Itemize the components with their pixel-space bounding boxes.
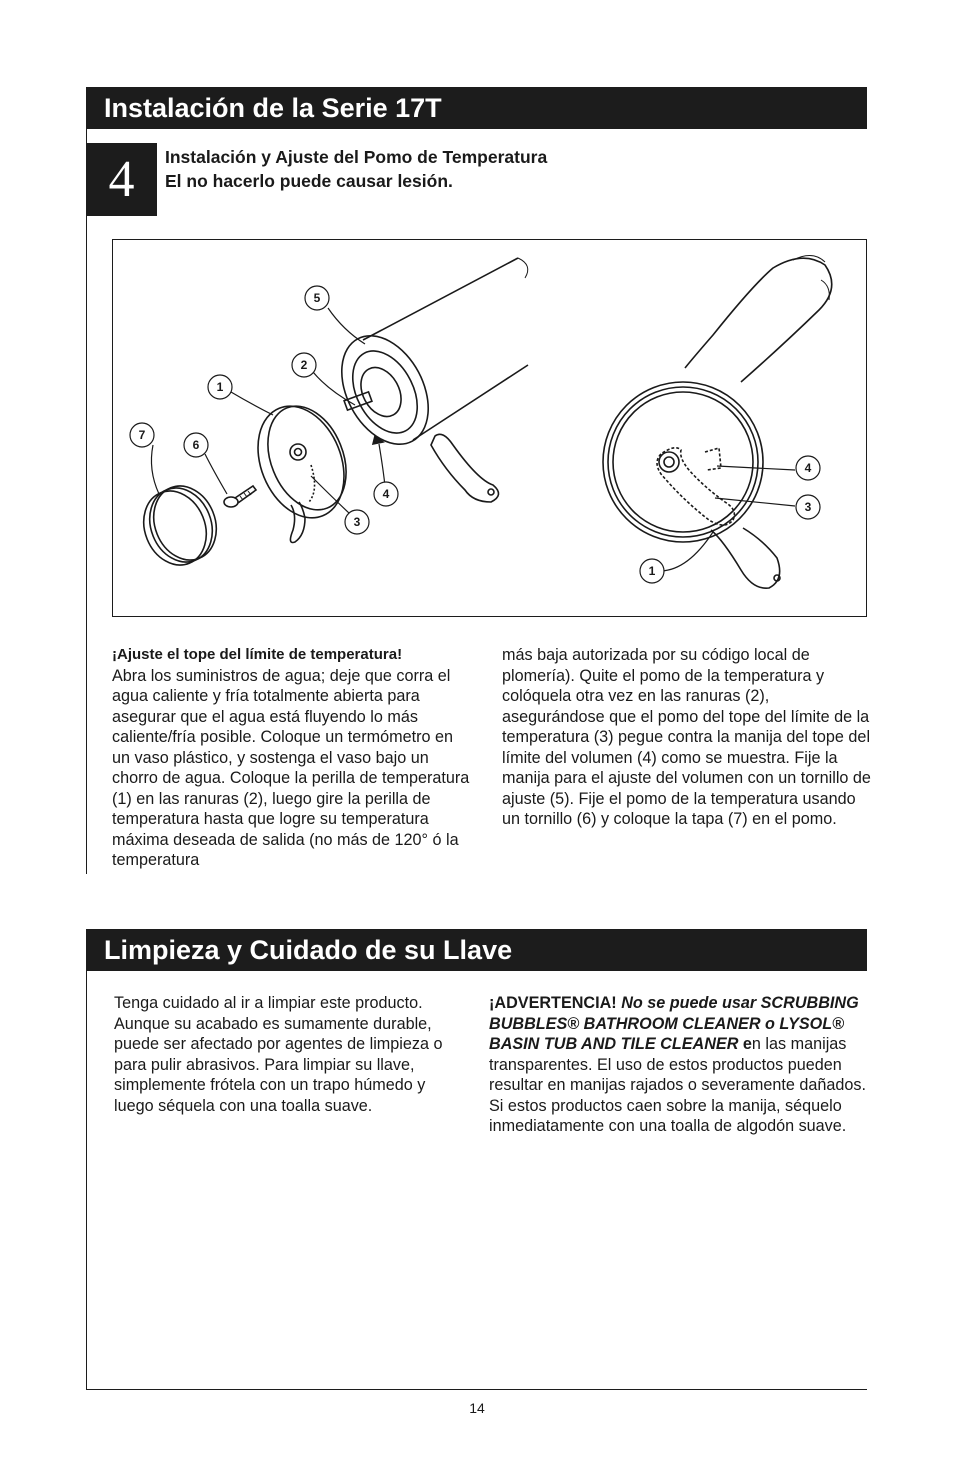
- leader-lines: [151, 308, 795, 571]
- callout-3-label: 3: [353, 515, 361, 529]
- callout-4: [374, 482, 398, 506]
- callout-6: [184, 433, 208, 457]
- instructions-right-text: más baja autorizada por su código local de plomería). Quite el pomo de la temperatura y colóquela otra vez en las ranuras (2), asegurándose que el pomo del tope del límite de la temperatura (3) pegue contra la manija del tope del límite del volumen (4) como se muestra. Fije la manija para el ajuste del volumen con un tornillo de ajuste (5). Fije el pomo de la temperatura usando un tornillo (6) y coloque la tapa (7) en el pomo.: [502, 646, 871, 828]
- warning-products: No se puede usar SCRUBBING BUBBLES® BATHROOM CLEANER o LYSOL® BASIN TUB AND TILE CLEANER: [489, 994, 859, 1053]
- callout-3: [345, 510, 369, 534]
- instructions-left-text: Abra los suministros de agua; deje que corra el agua caliente y fría totalmente abierta para asegurar que el agua está fluyendo lo más caliente/fría posible. Coloque un termómetro en un vaso plástico, y sostenga el vaso bajo un chorro de agua. Coloque la perilla de temperatura (1) en las ranuras (2), luego gire la perilla de temperatura hasta que logre su temperatura máxima deseada de salida (no más de 120° ó la temperatura: [112, 666, 470, 869]
- page-number: 14: [469, 1400, 485, 1416]
- callout-1: [208, 375, 232, 399]
- instructions-right-column: [502, 645, 872, 830]
- valve-body: [324, 258, 528, 459]
- callout-7-label: 7: [138, 428, 146, 442]
- callout-2: [292, 353, 316, 377]
- callout-right-1: [640, 559, 664, 583]
- cleaning-warning: [489, 993, 869, 1137]
- section-header-installation: Instalación de la Serie 17T: [86, 87, 867, 129]
- screw: [224, 486, 256, 507]
- cleaning-left-column: [114, 993, 466, 1116]
- callout-1-label: 1: [216, 380, 224, 394]
- cleaning-warning-column: [489, 993, 869, 1137]
- step-warning: El no hacerlo puede causar lesión.: [165, 171, 453, 191]
- cleaning-text: Tenga cuidado al ir a limpiar este producto. Aunque su acabado es sumamente durable, puede ser afectado por agentes de limpieza o para pulir abrasivos. Para limpiar su llave, simplemente frótela con un trapo húmedo y luego séquela con una toalla suave.: [114, 994, 443, 1115]
- warning-label: ¡ADVERTENCIA!: [489, 994, 617, 1012]
- instructions-left-column: [112, 645, 472, 871]
- callout-right-3: [796, 495, 820, 519]
- warning-rest: n las manijas transparentes. El uso de estos productos pueden resultar en manijas rajados o severamente dañados. Si estos productos caen sobre la manija, séquelo inmediatamente con una toalla de algodón suave.: [489, 1035, 867, 1135]
- exploded-view-drawing: [113, 240, 868, 618]
- bottom-rule: [86, 1389, 867, 1390]
- callout-5-label: 5: [313, 291, 321, 305]
- callout-4-label: 4: [382, 487, 390, 501]
- step-title: Instalación y Ajuste del Pomo de Temperatura: [165, 147, 548, 167]
- callout-2-label: 2: [300, 358, 308, 372]
- temperature-knob: [242, 393, 360, 542]
- left-margin-rule-lower: [86, 971, 87, 1390]
- callout-6-label: 6: [192, 438, 200, 452]
- step-heading: [165, 145, 547, 193]
- callout-right-1-label: 1: [648, 564, 656, 578]
- left-margin-rule: [86, 129, 87, 874]
- callout-right-4: [796, 456, 820, 480]
- callout-5: [305, 286, 329, 310]
- instructions-heading: ¡Ajuste el tope del límite de temperatura!: [112, 646, 403, 663]
- callout-right-4-label: 4: [804, 461, 812, 475]
- assembly-illustration: [112, 239, 867, 617]
- callout-7: [130, 423, 154, 447]
- cap: [133, 477, 227, 575]
- section-header-cleaning: Limpieza y Cuidado de su Llave: [86, 929, 867, 971]
- warning-bold-e: e: [742, 1035, 752, 1053]
- step-number-box: 4: [86, 143, 157, 216]
- assembled-view: [603, 255, 832, 588]
- callout-right-3-label: 3: [804, 500, 812, 514]
- volume-handle: [431, 434, 499, 502]
